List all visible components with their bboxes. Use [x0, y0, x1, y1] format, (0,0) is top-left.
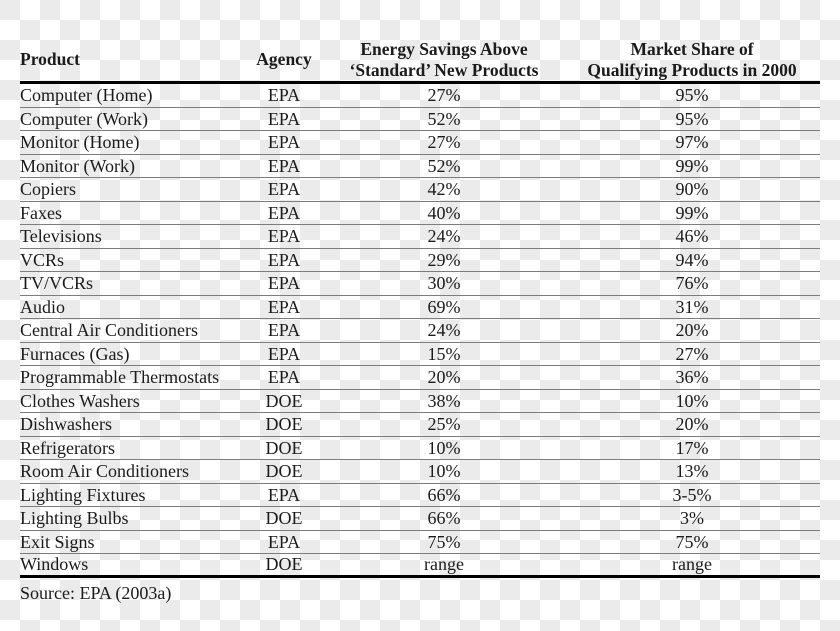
product-cell: Lighting Bulbs [20, 508, 129, 529]
savings-cell: 25% [427, 414, 461, 435]
product-cell: Computer (Work) [20, 108, 149, 129]
product-cell: Clothes Washers [20, 390, 140, 411]
market-share-cell: 17% [675, 437, 709, 458]
column-header-market-share-line1: Market Share of [630, 38, 754, 59]
product-cell: Room Air Conditioners [20, 461, 190, 482]
product-cell: Monitor (Home) [20, 132, 140, 153]
column-header-market-share [564, 39, 820, 80]
product-cell: Central Air Conditioners [20, 320, 198, 341]
table-row [20, 413, 820, 437]
agency-cell: EPA [267, 249, 301, 270]
market-share-cell: 13% [675, 461, 709, 482]
agency-cell: EPA [267, 320, 301, 341]
market-share-cell: 20% [675, 414, 709, 435]
agency-cell: DOE [265, 554, 303, 575]
savings-cell: 38% [427, 390, 461, 411]
table-row [20, 131, 820, 155]
savings-cell: 20% [427, 367, 461, 388]
agency-cell: EPA [267, 132, 301, 153]
savings-cell: 52% [427, 155, 461, 176]
product-cell: Exit Signs [20, 531, 95, 552]
source-note: Source: EPA (2003a) [20, 582, 172, 603]
product-cell: Audio [20, 296, 65, 317]
savings-cell: 66% [427, 508, 461, 529]
agency-cell: DOE [265, 390, 303, 411]
agency-cell: DOE [265, 437, 303, 458]
table-row [20, 531, 820, 555]
table-row [20, 460, 820, 484]
agency-cell: EPA [267, 202, 301, 223]
column-header-product: Product [20, 49, 80, 70]
market-share-cell: 90% [675, 179, 709, 200]
table-row [20, 437, 820, 461]
column-header-energy-savings-line2: ‘Standard’ New Products [349, 59, 539, 80]
column-header-agency: Agency [256, 49, 312, 70]
product-cell: VCRs [20, 249, 65, 270]
table-header-row [20, 38, 820, 84]
table-row [20, 507, 820, 531]
agency-cell: EPA [267, 484, 301, 505]
agency-cell: EPA [267, 367, 301, 388]
table-row [20, 319, 820, 343]
agency-cell: EPA [267, 343, 301, 364]
market-share-cell: 99% [675, 155, 709, 176]
agency-cell: DOE [265, 414, 303, 435]
market-share-cell: 99% [675, 202, 709, 223]
product-cell: Windows [20, 554, 89, 575]
product-cell: Lighting Fixtures [20, 484, 146, 505]
table-row [20, 202, 820, 226]
savings-cell: range [424, 554, 464, 575]
product-cell: Copiers [20, 179, 76, 200]
table-row [20, 343, 820, 367]
savings-cell: 40% [427, 202, 461, 223]
table-row [20, 84, 820, 108]
savings-cell: 27% [427, 132, 461, 153]
product-cell: Televisions [20, 226, 102, 247]
energy-star-table [20, 38, 820, 604]
agency-cell: EPA [267, 531, 301, 552]
savings-cell: 42% [427, 179, 461, 200]
table-row [20, 249, 820, 273]
savings-cell: 29% [427, 249, 461, 270]
market-share-cell: 94% [675, 249, 709, 270]
table-row [20, 108, 820, 132]
savings-cell: 24% [427, 320, 461, 341]
product-cell: Faxes [20, 202, 62, 223]
table-row [20, 155, 820, 179]
agency-cell: EPA [267, 108, 301, 129]
market-share-cell: 20% [675, 320, 709, 341]
table-row [20, 390, 820, 414]
savings-cell: 30% [427, 273, 461, 294]
savings-cell: 10% [427, 461, 461, 482]
market-share-cell: 95% [675, 108, 709, 129]
savings-cell: 75% [427, 531, 461, 552]
product-cell: Furnaces (Gas) [20, 343, 130, 364]
market-share-cell: 27% [675, 343, 709, 364]
column-header-energy-savings-line1: Energy Savings Above [360, 38, 528, 59]
product-cell: Monitor (Work) [20, 155, 136, 176]
savings-cell: 27% [427, 85, 461, 106]
agency-cell: EPA [267, 179, 301, 200]
savings-cell: 52% [427, 108, 461, 129]
product-cell: Dishwashers [20, 414, 112, 435]
product-cell: TV/VCRs [20, 273, 94, 294]
market-share-cell: 75% [675, 531, 709, 552]
agency-cell: EPA [267, 296, 301, 317]
column-header-energy-savings [324, 39, 564, 80]
table-row [20, 554, 820, 578]
savings-cell: 15% [427, 343, 461, 364]
agency-cell: EPA [267, 155, 301, 176]
market-share-cell: 3-5% [672, 484, 712, 505]
table-row [20, 484, 820, 508]
agency-cell: EPA [267, 273, 301, 294]
market-share-cell: 31% [675, 296, 709, 317]
table-row [20, 296, 820, 320]
market-share-cell: 97% [675, 132, 709, 153]
table-row [20, 225, 820, 249]
table-row [20, 178, 820, 202]
market-share-cell: 36% [675, 367, 709, 388]
table-row [20, 272, 820, 296]
product-cell: Refrigerators [20, 437, 115, 458]
product-cell: Computer (Home) [20, 85, 153, 106]
agency-cell: DOE [265, 461, 303, 482]
column-header-market-share-line2: Qualifying Products in 2000 [587, 59, 797, 80]
market-share-cell: 76% [675, 273, 709, 294]
savings-cell: 66% [427, 484, 461, 505]
agency-cell: EPA [267, 226, 301, 247]
savings-cell: 69% [427, 296, 461, 317]
savings-cell: 10% [427, 437, 461, 458]
market-share-cell: 95% [675, 85, 709, 106]
savings-cell: 24% [427, 226, 461, 247]
agency-cell: EPA [267, 85, 301, 106]
table-body [20, 84, 820, 578]
market-share-cell: range [672, 554, 712, 575]
market-share-cell: 3% [680, 508, 704, 529]
table-row [20, 366, 820, 390]
agency-cell: DOE [265, 508, 303, 529]
market-share-cell: 46% [675, 226, 709, 247]
market-share-cell: 10% [675, 390, 709, 411]
product-cell: Programmable Thermostats [20, 367, 220, 388]
